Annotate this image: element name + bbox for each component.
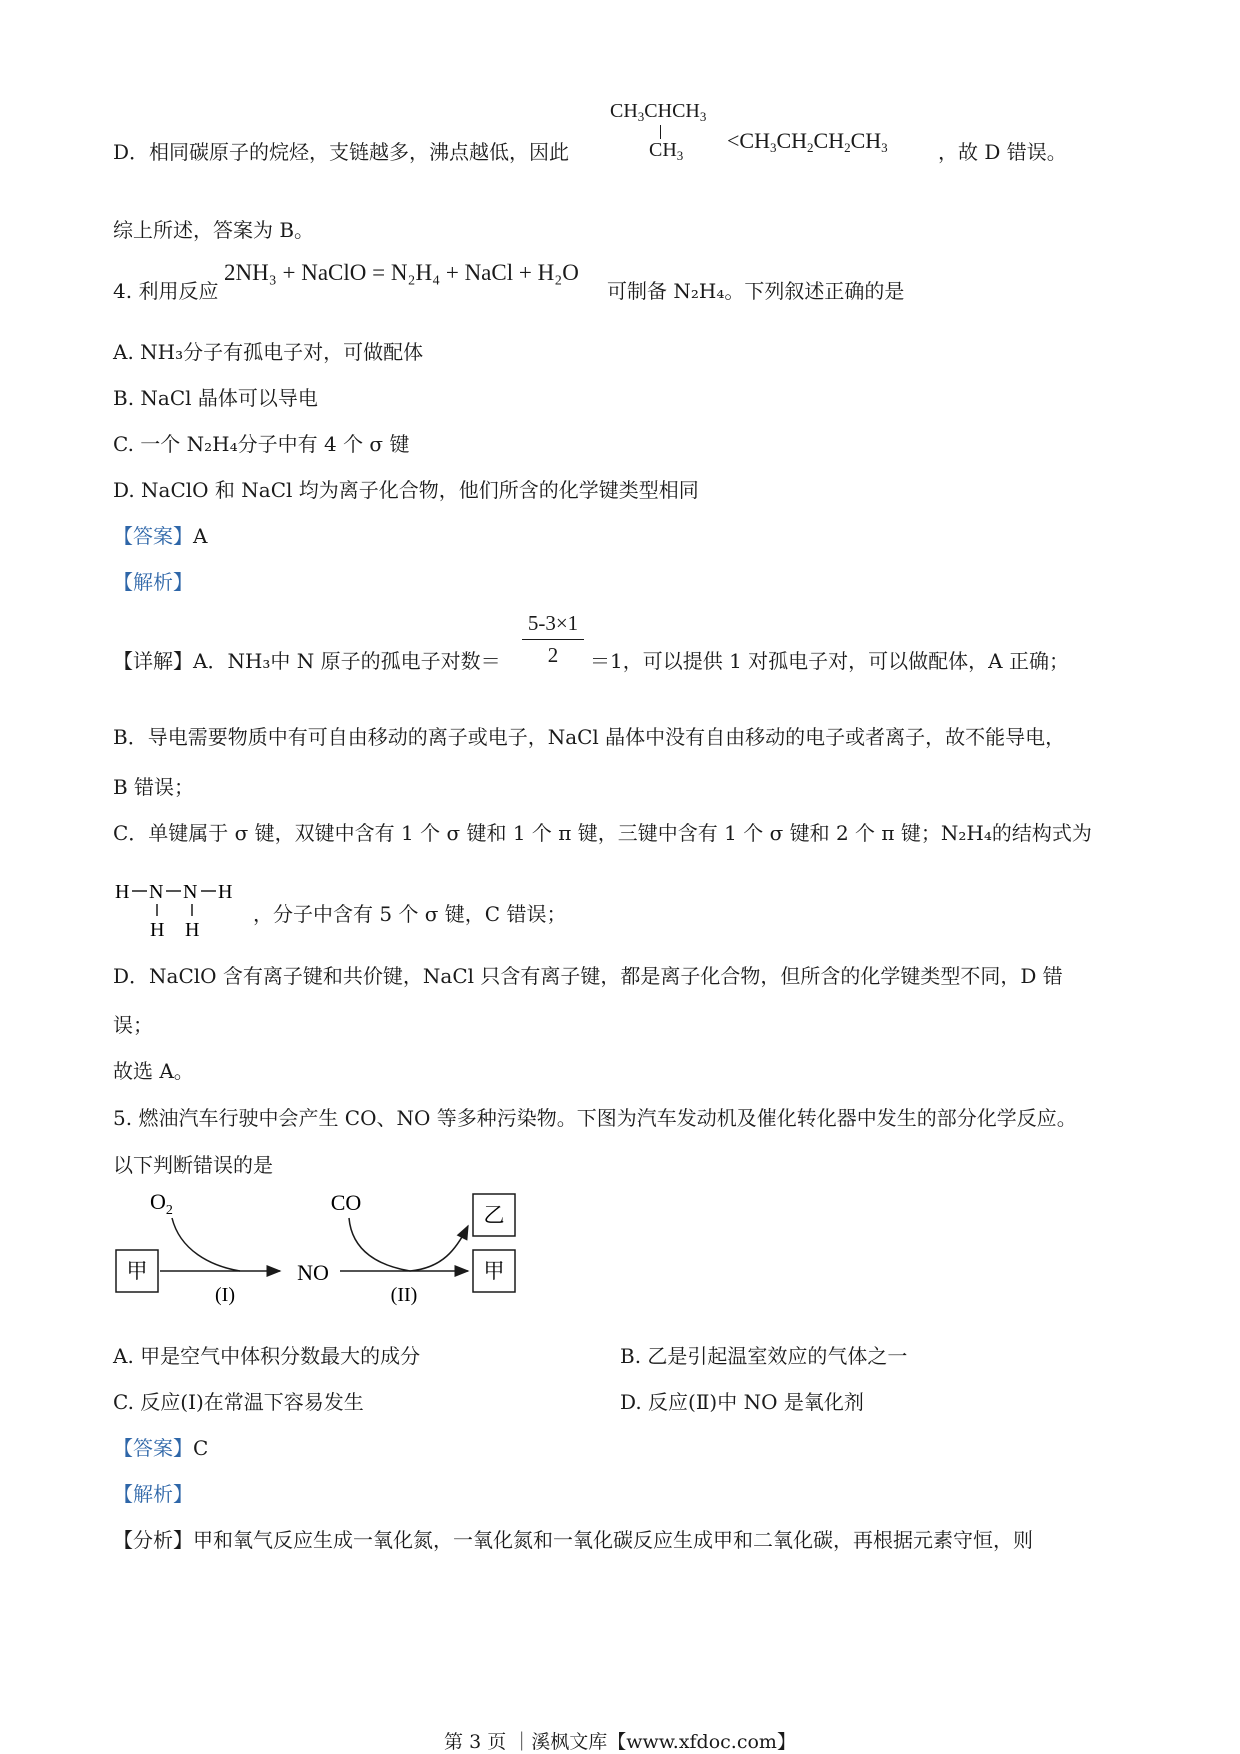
h-atom-left: H — [115, 881, 130, 903]
isobutane-structure: $CH_3CHCH_3$ — [610, 100, 707, 124]
isobutane-branch: $CH_3$ — [649, 139, 684, 163]
q4-option-c: C. 一个 N₂H₄分子中有 4 个 σ 键 — [113, 432, 410, 456]
n2h4-structure — [112, 874, 252, 940]
butane-formula: $<CH_3CH_2CH_2CH_3$ — [727, 128, 888, 155]
q5-answer: 【答案】C — [113, 1436, 209, 1460]
q5-option-c: C. 反应(I)在常温下容易发生 — [113, 1390, 364, 1414]
n-atom-1: N — [149, 881, 164, 903]
q4-detail-c: C．单键属于 σ 键，双键中含有 1 个 σ 键和 1 个 π 键，三键中含有 1 个 σ 键和 2 个 π 键；N₂H₄的结构式为 — [113, 821, 1092, 845]
q5-option-d: D. 反应(Ⅱ)中 NO 是氧化剂 — [620, 1390, 864, 1414]
fraction-numerator: 5-3×1 — [527, 611, 579, 635]
q4-option-b: B. NaCl 晶体可以导电 — [113, 386, 318, 410]
q4-detail-a-tail: ＝1，可以提供 1 对孤电子对，可以做配体，A 正确； — [590, 649, 1069, 673]
q5-stem-line1: 5. 燃油汽车行驶中会产生 CO、NO 等多种污染物。下图为汽车发动机及催化转化器中发生的部分化学反应。 — [113, 1106, 1077, 1130]
q5-stem-line2: 以下判断错误的是 — [113, 1153, 273, 1177]
n-atom-2: N — [183, 881, 198, 903]
q4-option-a: A. NH₃分子有孤电子对，可做配体 — [113, 340, 424, 364]
q4-option-d: D. NaClO 和 NaCl 均为离子化合物，他们所含的化学键类型相同 — [113, 478, 699, 502]
q3-option-d-suffix: ，故 D 错误。 — [938, 140, 1067, 164]
q4-detail-d-line2: 误； — [113, 1013, 153, 1037]
label-reaction-1: (I) — [215, 1284, 235, 1306]
label-o2: $O_2$ — [150, 1189, 173, 1218]
q4-detail-b-line2: B 错误； — [113, 775, 195, 799]
q4-conclusion: 故选 A。 — [113, 1059, 194, 1083]
label-reaction-2: (II) — [390, 1284, 418, 1306]
label-jia-start: 甲 — [126, 1259, 148, 1283]
label-yi: 乙 — [483, 1203, 505, 1227]
curve-o2-in — [172, 1218, 240, 1271]
q4-detail-c-tail: ，分子中含有 5 个 σ 键，C 错误； — [253, 902, 567, 926]
h-atom-right: H — [218, 881, 233, 903]
q4-stem-tail: 可制备 N₂H₄。下列叙述正确的是 — [607, 279, 905, 303]
label-no: NO — [297, 1260, 329, 1285]
q4-detail-a-lead: 【详解】A．NH₃中 N 原子的孤电子对数＝ — [113, 649, 501, 673]
branch-bond — [660, 125, 661, 139]
q4-lead: 4. 利用反应 — [113, 279, 219, 303]
q4-detail-d-line1: D．NaClO 含有离子键和共价键，NaCl 只含有离子键，都是离子化合物，但所含的化学键类型不同，D 错 — [113, 964, 1063, 988]
q3-summary: 综上所述，答案为 B。 — [113, 218, 315, 242]
label-jia-end: 甲 — [483, 1259, 505, 1283]
q4-analysis-tag: 【解析】 — [113, 570, 193, 594]
q5-analysis: 【分析】甲和氧气反应生成一氧化氮，一氧化氮和一氧化碳反应生成甲和二氧化碳，再根据元素守恒，则 — [113, 1528, 1033, 1552]
q3-option-d-text: D．相同碳原子的烷烃，支链越多，沸点越低，因此 — [113, 140, 570, 164]
h-atom-bottom-1: H — [150, 919, 165, 940]
q5-option-a: A. 甲是空气中体积分数最大的成分 — [113, 1344, 421, 1368]
q4-answer: 【答案】A — [113, 524, 208, 548]
q4-detail-b-line1: B．导电需要物质中有可自由移动的离子或电子，NaCl 晶体中没有自由移动的电子或者离子，故不能导电， — [113, 725, 1066, 749]
label-co: CO — [330, 1190, 362, 1215]
h-atom-bottom-2: H — [185, 919, 200, 940]
page-footer: 第 3 页 ｜溪枫文库【www.xfdoc.com】 — [444, 1731, 796, 1753]
curve-co-in — [349, 1218, 410, 1271]
lone-pair-fraction — [522, 610, 584, 670]
q5-analysis-tag: 【解析】 — [113, 1482, 193, 1506]
curve-to-yi — [410, 1226, 468, 1271]
q4-equation: 2NH₃ + NaClO = N₂H₄ + NaCl + H₂O — [224, 260, 579, 285]
fraction-denominator: 2 — [522, 639, 584, 670]
q5-option-b: B. 乙是引起温室效应的气体之一 — [620, 1344, 908, 1368]
reaction-diagram — [100, 1180, 540, 1310]
